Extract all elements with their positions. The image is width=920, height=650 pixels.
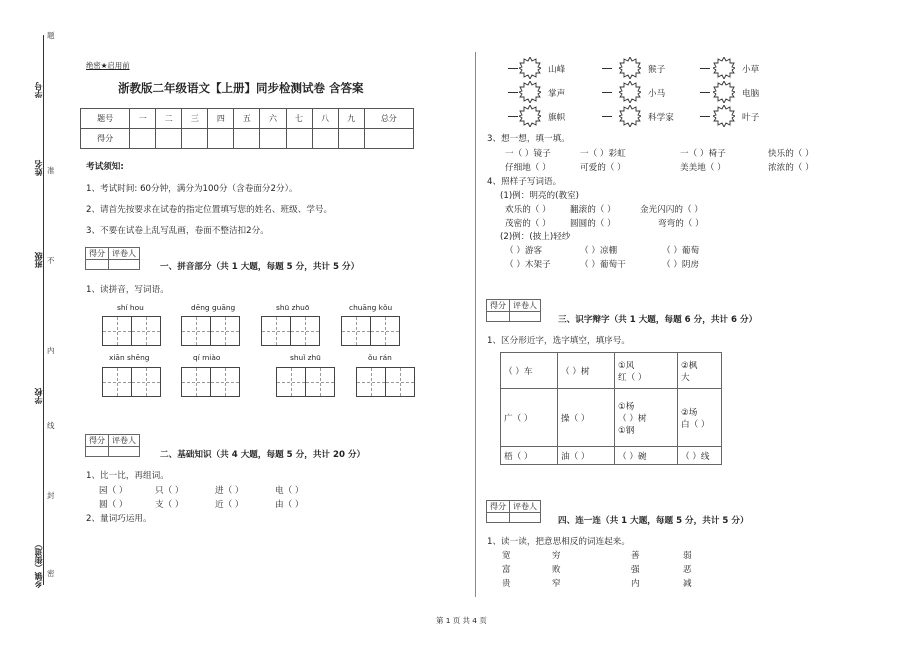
question-3: 3、想一想，填一填。 bbox=[487, 134, 570, 144]
grader-label: 得分 bbox=[86, 248, 109, 260]
notice-item: 3、不要在试卷上乱写乱画，卷面不整洁扣2分。 bbox=[86, 226, 269, 236]
match-word[interactable]: 强 bbox=[631, 565, 640, 575]
pinyin: ǒu rán bbox=[368, 353, 392, 362]
match-word[interactable]: 善 bbox=[631, 551, 640, 561]
fill-item: 欢乐的（ ） bbox=[505, 205, 551, 215]
score-cell[interactable] bbox=[312, 129, 338, 149]
grader-sign-cell[interactable] bbox=[109, 447, 140, 457]
score-header-cell: 一 bbox=[130, 109, 156, 129]
score-header-cell: 五 bbox=[234, 109, 260, 129]
grader-label: 得分 bbox=[487, 501, 510, 513]
match-word[interactable]: 贵 bbox=[502, 579, 511, 589]
grader-box bbox=[486, 500, 541, 523]
fill-item: （ ）游客 bbox=[505, 246, 543, 256]
connector-dash bbox=[700, 68, 710, 69]
score-header-cell: 六 bbox=[260, 109, 286, 129]
section4-question: 1、读一读，把意思相反的词连起来。 bbox=[487, 537, 630, 547]
pinyin: shū zhuō bbox=[276, 303, 310, 312]
writing-grid[interactable] bbox=[276, 367, 335, 397]
writing-grid[interactable] bbox=[341, 316, 400, 346]
writing-grid[interactable] bbox=[181, 367, 240, 397]
grader-label: 得分 bbox=[86, 435, 109, 447]
connector-dash bbox=[602, 92, 612, 93]
fill-item: 弯弯的（ ） bbox=[658, 219, 704, 229]
compare-item: 支（ ） bbox=[155, 500, 184, 510]
section1-question: 1、读拼音，写词语。 bbox=[86, 285, 169, 295]
example-2: (2)例：(披上)轻纱 bbox=[500, 232, 571, 242]
score-table bbox=[80, 108, 414, 149]
section2-question: 2、量词巧运用。 bbox=[86, 514, 152, 524]
pinyin: chuāng kǒu bbox=[349, 303, 393, 312]
score-cell[interactable] bbox=[130, 129, 156, 149]
match-word[interactable]: 内 bbox=[631, 579, 640, 589]
match-word[interactable]: 败 bbox=[552, 565, 561, 575]
match-word[interactable]: 穷 bbox=[552, 551, 561, 561]
fill-item: 可爱的（ ） bbox=[580, 163, 626, 173]
sun-circle-icon bbox=[713, 105, 735, 127]
sun-word: 科学家 bbox=[648, 113, 674, 123]
sun-circle-icon bbox=[519, 105, 541, 127]
char-table bbox=[500, 352, 722, 465]
secret-mark: 绝密★启用前 bbox=[86, 61, 130, 70]
score-cell[interactable] bbox=[156, 129, 182, 149]
char-cell[interactable]: （ ）树 bbox=[558, 353, 615, 389]
pinyin: shí hou bbox=[117, 303, 144, 312]
sun-circle-icon bbox=[619, 57, 641, 79]
score-header-cell: 七 bbox=[286, 109, 312, 129]
grader-score-cell[interactable] bbox=[86, 260, 109, 270]
compare-item: 电（ ） bbox=[275, 486, 304, 496]
score-cell[interactable] bbox=[338, 129, 364, 149]
writing-grid[interactable] bbox=[356, 367, 415, 397]
fill-item: （ ）葡萄 bbox=[662, 246, 700, 256]
fill-item: 翻滚的（ ） bbox=[570, 205, 616, 215]
char-cell[interactable]: ①风 红（ ） bbox=[615, 353, 678, 389]
sun-circle-icon bbox=[519, 57, 541, 79]
compare-item: 由（ ） bbox=[275, 500, 304, 510]
grader-score-cell[interactable] bbox=[487, 312, 510, 322]
sun-word: 小草 bbox=[742, 65, 760, 75]
fill-item: 美美地（ ） bbox=[680, 163, 726, 173]
fill-item: （ ）葡萄干 bbox=[580, 260, 626, 270]
question-4: 4、照样子写词语。 bbox=[487, 177, 562, 187]
match-word[interactable]: 弱 bbox=[683, 551, 692, 561]
fill-item: 一（ ）镜子 bbox=[505, 149, 551, 159]
compare-item: 圆（ ） bbox=[99, 500, 128, 510]
binding-label-township: 乡镇（街道） bbox=[34, 540, 43, 588]
char-cell[interactable]: ②枫 大 bbox=[678, 353, 722, 389]
sun-word: 猴子 bbox=[648, 65, 666, 75]
fill-item: 一（ ）椅子 bbox=[680, 149, 726, 159]
fill-item: （ ）阴房 bbox=[662, 260, 700, 270]
notice-item: 2、请首先按要求在试卷的指定位置填写您的姓名、班级、学号。 bbox=[86, 205, 333, 215]
grader-sign-cell[interactable] bbox=[510, 513, 541, 523]
fill-item: 仔细地（ ） bbox=[505, 163, 551, 173]
score-cell[interactable] bbox=[364, 129, 413, 149]
binding-char: 封 bbox=[47, 491, 55, 500]
char-cell[interactable]: （ ）碗 bbox=[615, 447, 678, 465]
grader-label: 得分 bbox=[487, 300, 510, 312]
binding-char: 内 bbox=[47, 346, 55, 355]
binding-char: 题 bbox=[47, 31, 55, 40]
score-header-cell: 三 bbox=[182, 109, 208, 129]
sun-word: 掌声 bbox=[548, 89, 566, 99]
grader-box bbox=[486, 299, 541, 322]
compare-item: 近（ ） bbox=[215, 500, 244, 510]
score-header-cell: 题号 bbox=[81, 109, 130, 129]
score-header-cell: 八 bbox=[312, 109, 338, 129]
binding-label-student-id: 学号 bbox=[34, 82, 43, 98]
writing-grid[interactable] bbox=[102, 316, 161, 346]
grader-label: 评卷人 bbox=[109, 435, 140, 447]
binding-label-class: 班级 bbox=[34, 252, 43, 268]
score-cell[interactable] bbox=[286, 129, 312, 149]
compare-item: 进（ ） bbox=[215, 486, 244, 496]
pinyin: qí miào bbox=[193, 353, 221, 362]
page-number: 第 1 页 共 4 页 bbox=[436, 616, 487, 625]
score-cell[interactable] bbox=[260, 129, 286, 149]
writing-grid[interactable] bbox=[261, 316, 320, 346]
score-cell[interactable] bbox=[234, 129, 260, 149]
notice-title: 考试须知: bbox=[86, 162, 124, 172]
fill-item: （ ）木架子 bbox=[505, 260, 551, 270]
connector-dash bbox=[602, 68, 612, 69]
match-word[interactable]: 富 bbox=[502, 565, 511, 575]
exam-title: 浙教版二年级语文【上册】同步检测试卷 含答案 bbox=[118, 81, 364, 95]
sun-word: 电脑 bbox=[742, 89, 760, 99]
char-cell[interactable]: （ ）线 bbox=[678, 447, 722, 465]
sun-word: 旗帜 bbox=[548, 113, 566, 123]
grader-box bbox=[85, 247, 140, 270]
match-word[interactable]: 宽 bbox=[502, 551, 511, 561]
sun-word: 叶子 bbox=[742, 113, 760, 123]
sun-circle-icon bbox=[519, 81, 541, 103]
char-cell[interactable]: （ ）车 bbox=[501, 353, 558, 389]
pinyin: shuǐ zhū bbox=[290, 353, 321, 362]
fill-item: 茂密的（ ） bbox=[505, 219, 551, 229]
sun-word: 山峰 bbox=[548, 65, 566, 75]
section1-title: 一、拼音部分（共 1 大题，每题 5 分，共计 5 分） bbox=[160, 262, 360, 272]
match-word[interactable]: 减 bbox=[683, 579, 692, 589]
score-cell[interactable] bbox=[182, 129, 208, 149]
connector-dash bbox=[508, 68, 518, 69]
fill-item: 浓浓的（ ） bbox=[768, 163, 814, 173]
grader-score-cell[interactable] bbox=[86, 447, 109, 457]
char-cell[interactable]: 梧（ ） bbox=[501, 447, 558, 465]
score-row-label: 得分 bbox=[81, 129, 130, 149]
connector-dash bbox=[508, 116, 518, 117]
grader-label: 评卷人 bbox=[109, 248, 140, 260]
grader-box bbox=[85, 434, 140, 457]
binding-char: 准 bbox=[47, 166, 55, 175]
grader-sign-cell[interactable] bbox=[510, 312, 541, 322]
fill-item: （ ）凉棚 bbox=[580, 246, 618, 256]
fill-item: 圆圆的（ ） bbox=[570, 219, 616, 229]
fill-item: 快乐的（ ） bbox=[768, 149, 814, 159]
example-1: (1)例：明亮的(教室) bbox=[500, 191, 580, 201]
match-word[interactable]: 恶 bbox=[683, 565, 692, 575]
fill-item: 金光闪闪的（ ） bbox=[640, 205, 703, 215]
char-cell[interactable]: 广（ ） bbox=[501, 389, 558, 447]
binding-line bbox=[43, 35, 44, 585]
score-header-cell: 四 bbox=[208, 109, 234, 129]
section2-question: 1、比一比，再组词。 bbox=[86, 471, 169, 481]
binding-char: 密 bbox=[47, 569, 55, 578]
section4-title: 四、连一连（共 1 大题，每题 5 分，共计 5 分） bbox=[558, 516, 749, 526]
char-cell[interactable]: ②场 白（ ） bbox=[678, 389, 722, 447]
char-cell[interactable]: 操（ ） bbox=[558, 389, 615, 447]
score-header-cell: 九 bbox=[338, 109, 364, 129]
connector-dash bbox=[700, 92, 710, 93]
compare-item: 园（ ） bbox=[99, 486, 128, 496]
grader-label: 评卷人 bbox=[510, 501, 541, 513]
section3-question: 1、区分形近字，选字填空，填序号。 bbox=[487, 336, 630, 346]
column-divider bbox=[475, 52, 476, 597]
score-header-cell: 二 bbox=[156, 109, 182, 129]
writing-grid[interactable] bbox=[181, 316, 240, 346]
grader-sign-cell[interactable] bbox=[109, 260, 140, 270]
score-cell[interactable] bbox=[208, 129, 234, 149]
notice-item: 1、考试时间: 60分钟，满分为100分（含卷面分2分）。 bbox=[86, 184, 298, 194]
compare-item: 只（ ） bbox=[155, 486, 184, 496]
binding-char: 线 bbox=[47, 421, 55, 430]
sun-circle-icon bbox=[619, 105, 641, 127]
grader-score-cell[interactable] bbox=[487, 513, 510, 523]
section3-title: 三、识字辩字（共 1 大题，每题 6 分，共计 6 分） bbox=[558, 315, 758, 325]
binding-char: 不 bbox=[47, 256, 55, 265]
connector-dash bbox=[602, 116, 612, 117]
pinyin: dēng guāng bbox=[191, 303, 236, 312]
sun-circle-icon bbox=[713, 57, 735, 79]
grader-label: 评卷人 bbox=[510, 300, 541, 312]
section2-title: 二、基础知识（共 4 大题，每题 5 分，共计 20 分） bbox=[160, 450, 366, 460]
char-cell[interactable]: 油（ ） bbox=[558, 447, 615, 465]
connector-dash bbox=[700, 116, 710, 117]
score-header-cell: 总分 bbox=[364, 109, 413, 129]
binding-label-name: 姓名 bbox=[34, 160, 43, 176]
char-cell[interactable]: ①杨 （ ）树 ①钢 bbox=[615, 389, 678, 447]
sun-circle-icon bbox=[619, 81, 641, 103]
fill-item: 一（ ）彩虹 bbox=[580, 149, 626, 159]
sun-circle-icon bbox=[713, 81, 735, 103]
writing-grid[interactable] bbox=[102, 367, 161, 397]
match-word[interactable]: 窄 bbox=[552, 579, 561, 589]
connector-dash bbox=[508, 92, 518, 93]
sun-word: 小马 bbox=[648, 89, 666, 99]
pinyin: xiān shēng bbox=[109, 353, 150, 362]
binding-label-school: 学校 bbox=[34, 388, 43, 404]
